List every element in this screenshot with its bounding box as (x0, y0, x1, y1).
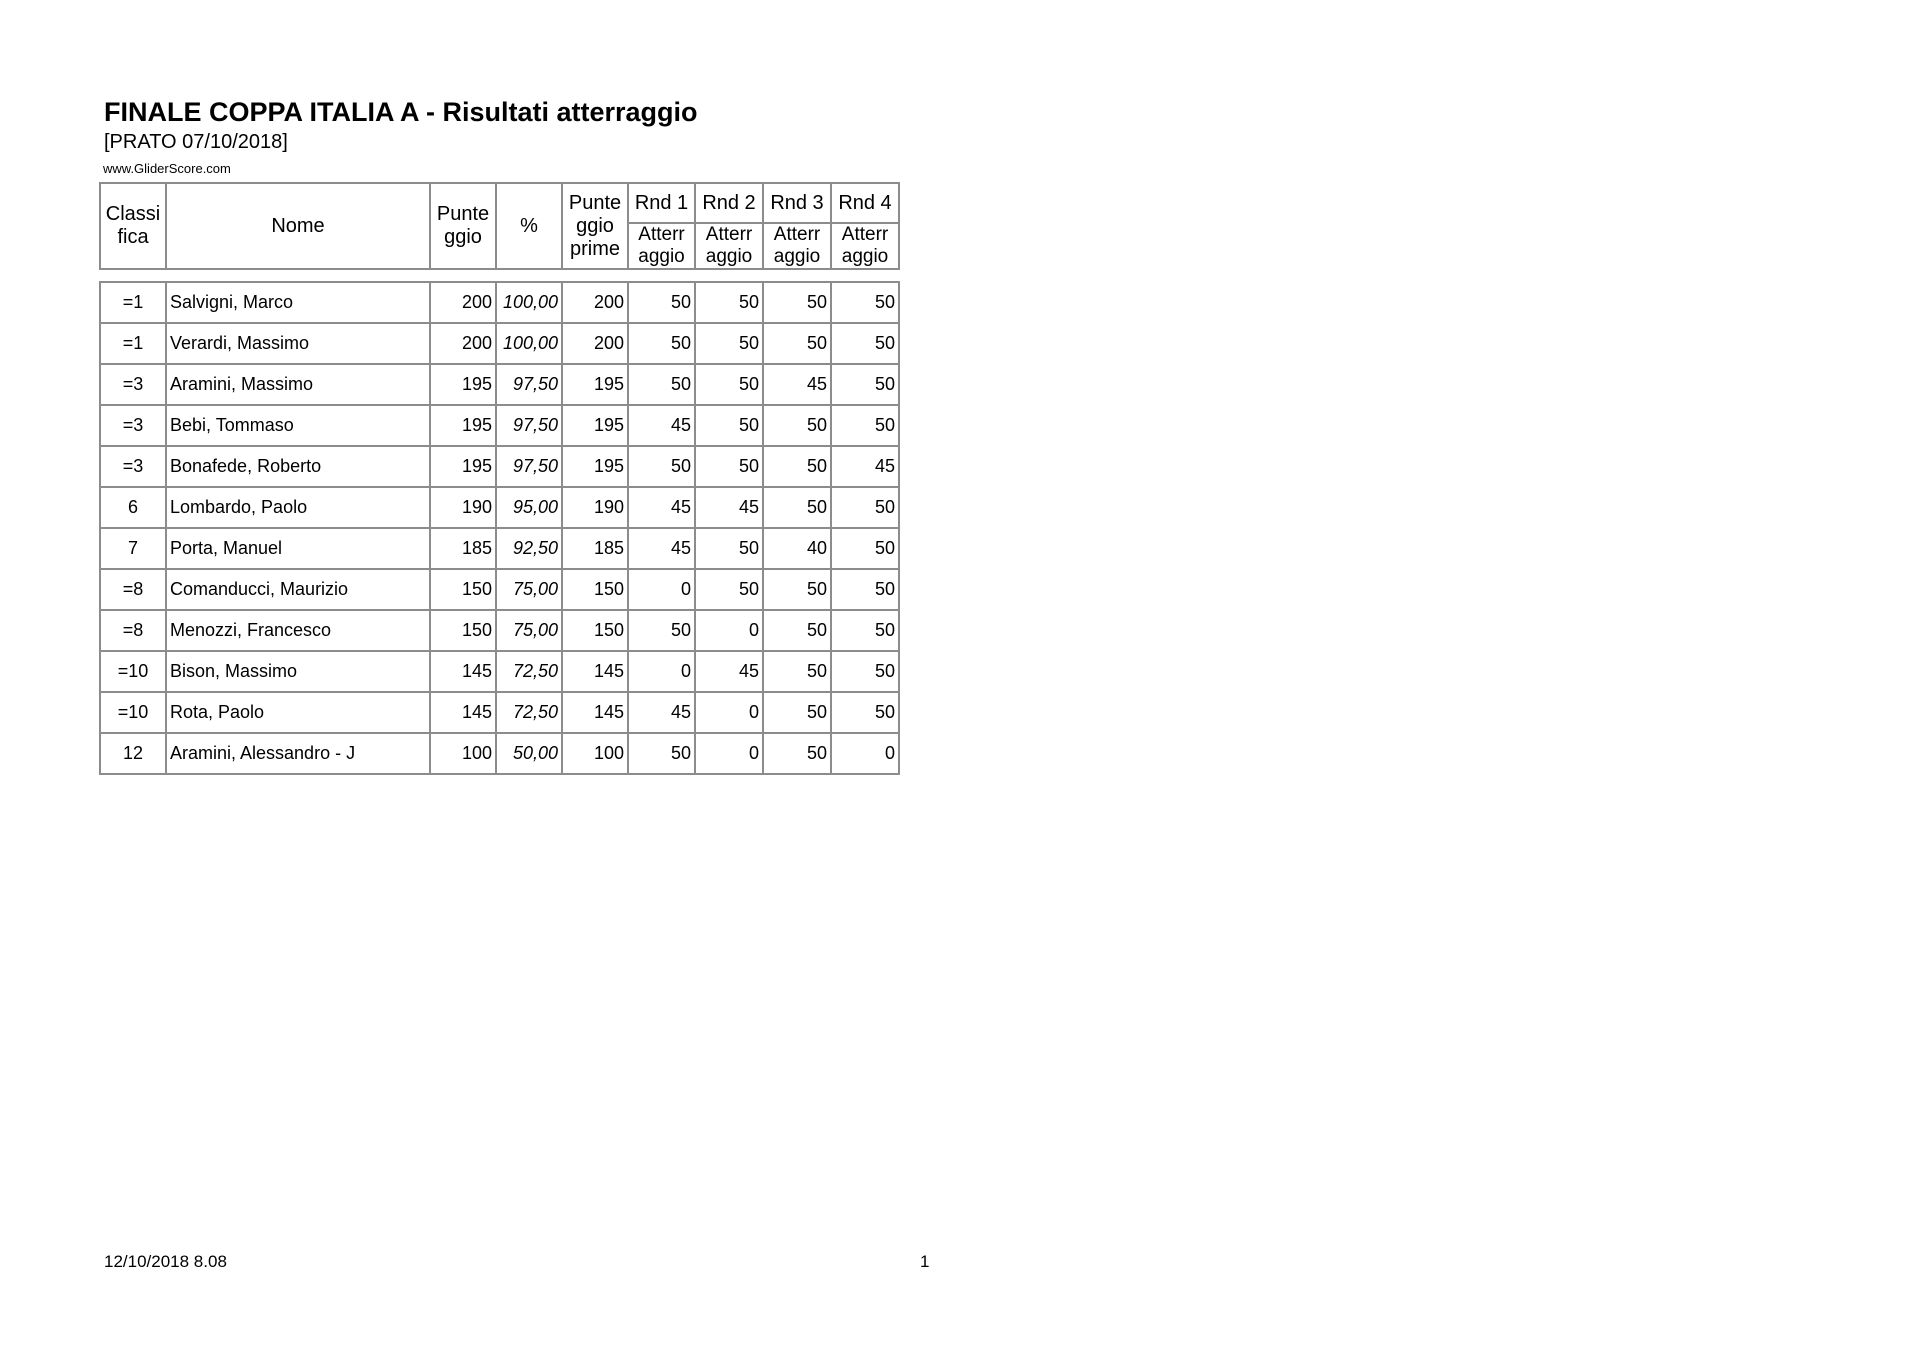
prime-score-cell: 190 (562, 487, 628, 528)
rank-cell: =10 (100, 651, 166, 692)
prime-score-cell: 150 (562, 610, 628, 651)
round-2-cell: 0 (695, 692, 763, 733)
header-round-3: Rnd 3 (763, 183, 831, 223)
header-round-2-sub (695, 223, 763, 269)
header-punteggio-line2: ggio (444, 226, 482, 248)
rank-cell: =3 (100, 405, 166, 446)
percent-cell: 72,50 (496, 651, 562, 692)
round-3-cell: 50 (763, 569, 831, 610)
rank-cell: =3 (100, 364, 166, 405)
name-cell: Verardi, Massimo (166, 323, 430, 364)
rank-cell: 7 (100, 528, 166, 569)
round-3-cell: 50 (763, 692, 831, 733)
prime-score-cell: 200 (562, 323, 628, 364)
header-nome: Nome (166, 183, 430, 269)
round-1-cell: 50 (628, 282, 695, 323)
round-3-cell: 40 (763, 528, 831, 569)
percent-cell: 95,00 (496, 487, 562, 528)
header-round-1-sub-line2: aggio (638, 246, 685, 267)
score-cell: 100 (430, 733, 496, 774)
header-round-3-sub-line1: Atterr (773, 224, 821, 245)
name-cell: Lombardo, Paolo (166, 487, 430, 528)
round-4-cell: 45 (831, 446, 899, 487)
round-2-cell: 50 (695, 528, 763, 569)
prime-score-cell: 195 (562, 405, 628, 446)
header-classifica (100, 183, 166, 269)
prime-score-cell: 145 (562, 651, 628, 692)
header-round-3-sub (763, 223, 831, 269)
header-round-4-sub-line1: Atterr (841, 224, 889, 245)
table-row (100, 323, 899, 364)
round-2-cell: 50 (695, 282, 763, 323)
score-cell: 195 (430, 446, 496, 487)
name-cell: Menozzi, Francesco (166, 610, 430, 651)
table-row (100, 692, 899, 733)
table-row (100, 651, 899, 692)
score-cell: 150 (430, 569, 496, 610)
name-cell: Bebi, Tommaso (166, 405, 430, 446)
score-cell: 190 (430, 487, 496, 528)
percent-cell: 97,50 (496, 405, 562, 446)
table-row (100, 610, 899, 651)
table-row (100, 282, 899, 323)
rank-cell: =8 (100, 610, 166, 651)
percent-cell: 92,50 (496, 528, 562, 569)
round-1-cell: 45 (628, 405, 695, 446)
round-4-cell: 50 (831, 487, 899, 528)
event-subtitle: [PRATO 07/10/2018] (104, 131, 288, 153)
header-round-3-sub-line2: aggio (773, 246, 821, 267)
page-number: 1 (920, 1252, 930, 1271)
header-prime-line1: Punte (568, 191, 622, 214)
round-3-cell: 50 (763, 323, 831, 364)
round-3-cell: 50 (763, 610, 831, 651)
rank-cell: =3 (100, 446, 166, 487)
percent-cell: 97,50 (496, 364, 562, 405)
header-prime-line3: prime (569, 237, 620, 260)
name-cell: Bison, Massimo (166, 651, 430, 692)
name-cell: Aramini, Massimo (166, 364, 430, 405)
round-1-cell: 45 (628, 528, 695, 569)
header-round-1: Rnd 1 (628, 183, 695, 223)
name-cell: Comanducci, Maurizio (166, 569, 430, 610)
prime-score-cell: 100 (562, 733, 628, 774)
rank-cell: =1 (100, 282, 166, 323)
round-2-cell: 50 (695, 364, 763, 405)
score-cell: 185 (430, 528, 496, 569)
percent-cell: 75,00 (496, 569, 562, 610)
header-round-4-sub (831, 223, 899, 269)
round-1-cell: 50 (628, 610, 695, 651)
round-4-cell: 50 (831, 692, 899, 733)
round-3-cell: 50 (763, 651, 831, 692)
score-cell: 150 (430, 610, 496, 651)
rank-cell: 6 (100, 487, 166, 528)
name-cell: Aramini, Alessandro - J (166, 733, 430, 774)
name-cell: Bonafede, Roberto (166, 446, 430, 487)
table-row (100, 733, 899, 774)
round-1-cell: 50 (628, 364, 695, 405)
table-row (100, 487, 899, 528)
round-4-cell: 50 (831, 610, 899, 651)
score-cell: 195 (430, 405, 496, 446)
round-1-cell: 50 (628, 733, 695, 774)
percent-cell: 72,50 (496, 692, 562, 733)
table-row (100, 528, 899, 569)
header-punteggio-prime (562, 183, 628, 269)
prime-score-cell: 145 (562, 692, 628, 733)
round-1-cell: 0 (628, 651, 695, 692)
percent-cell: 75,00 (496, 610, 562, 651)
header-punteggio (430, 183, 496, 269)
round-1-cell: 50 (628, 323, 695, 364)
round-4-cell: 50 (831, 528, 899, 569)
round-4-cell: 50 (831, 323, 899, 364)
prime-score-cell: 185 (562, 528, 628, 569)
page-title: FINALE COPPA ITALIA A - Risultati atterraggio (104, 97, 698, 127)
table-row (100, 569, 899, 610)
round-1-cell: 45 (628, 692, 695, 733)
rank-cell: =10 (100, 692, 166, 733)
results-header-table (99, 182, 900, 270)
round-2-cell: 0 (695, 610, 763, 651)
name-cell: Salvigni, Marco (166, 282, 430, 323)
results-table (99, 281, 900, 775)
score-cell: 200 (430, 323, 496, 364)
score-cell: 200 (430, 282, 496, 323)
rank-cell: =8 (100, 569, 166, 610)
percent-cell: 100,00 (496, 282, 562, 323)
round-2-cell: 45 (695, 651, 763, 692)
prime-score-cell: 150 (562, 569, 628, 610)
round-2-cell: 45 (695, 487, 763, 528)
round-1-cell: 50 (628, 446, 695, 487)
percent-cell: 97,50 (496, 446, 562, 487)
round-4-cell: 50 (831, 364, 899, 405)
round-1-cell: 0 (628, 569, 695, 610)
header-round-2: Rnd 2 (695, 183, 763, 223)
score-cell: 145 (430, 692, 496, 733)
header-round-1-sub (628, 223, 695, 269)
header-classifica-line1: Classi (105, 203, 161, 225)
round-3-cell: 50 (763, 487, 831, 528)
header-punteggio-line1: Punte (436, 203, 490, 225)
round-3-cell: 50 (763, 405, 831, 446)
prime-score-cell: 200 (562, 282, 628, 323)
round-3-cell: 50 (763, 282, 831, 323)
round-3-cell: 50 (763, 733, 831, 774)
round-4-cell: 50 (831, 282, 899, 323)
rank-cell: 12 (100, 733, 166, 774)
header-round-4-sub-line2: aggio (841, 246, 889, 267)
table-row (100, 405, 899, 446)
print-datetime: 12/10/2018 8.08 (104, 1252, 227, 1271)
prime-score-cell: 195 (562, 446, 628, 487)
round-4-cell: 50 (831, 569, 899, 610)
table-row (100, 364, 899, 405)
score-cell: 195 (430, 364, 496, 405)
rank-cell: =1 (100, 323, 166, 364)
score-cell: 145 (430, 651, 496, 692)
round-3-cell: 45 (763, 364, 831, 405)
header-percent: % (496, 183, 562, 269)
header-classifica-line2: fica (117, 226, 149, 248)
name-cell: Rota, Paolo (166, 692, 430, 733)
round-2-cell: 50 (695, 323, 763, 364)
website-text: www.GliderScore.com (103, 161, 231, 176)
table-row (100, 446, 899, 487)
round-2-cell: 50 (695, 446, 763, 487)
header-prime-line2: ggio (576, 214, 614, 237)
header-round-2-sub-line2: aggio (705, 246, 753, 267)
prime-score-cell: 195 (562, 364, 628, 405)
percent-cell: 100,00 (496, 323, 562, 364)
header-round-2-sub-line1: Atterr (705, 224, 753, 245)
round-4-cell: 0 (831, 733, 899, 774)
round-2-cell: 0 (695, 733, 763, 774)
round-3-cell: 50 (763, 446, 831, 487)
round-1-cell: 45 (628, 487, 695, 528)
name-cell: Porta, Manuel (166, 528, 430, 569)
round-4-cell: 50 (831, 651, 899, 692)
round-4-cell: 50 (831, 405, 899, 446)
header-round-4: Rnd 4 (831, 183, 899, 223)
round-2-cell: 50 (695, 569, 763, 610)
header-round-1-sub-line1: Atterr (638, 224, 685, 245)
percent-cell: 50,00 (496, 733, 562, 774)
round-2-cell: 50 (695, 405, 763, 446)
